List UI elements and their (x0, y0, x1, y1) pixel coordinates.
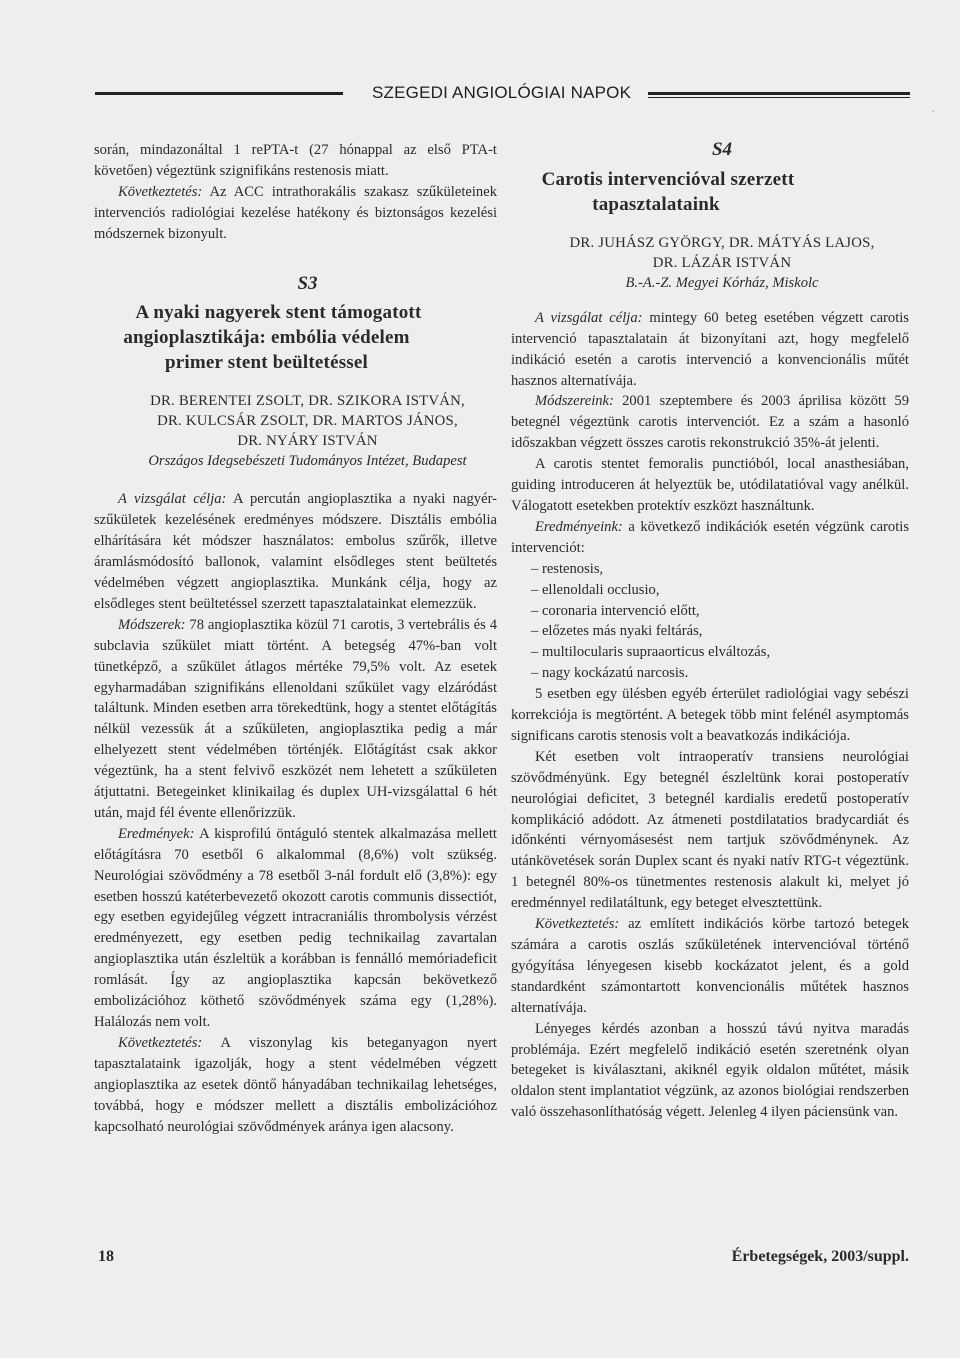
left-column (94, 140, 497, 1137)
page-number: 18 (98, 1248, 114, 1265)
running-head: SZEGEDI ANGIOLÓGIAI NAPOK (372, 83, 632, 102)
right-column (511, 140, 909, 1123)
combined-correction-paragraph: 5 esetben egy ülésben egyéb érterület radiológiai vagy sebészi korrekciója is megtörtént. A betegek több mint felénél asymptomás significans carotis stenosis volt a beavatkozás indikációja. (511, 686, 909, 744)
section-code-s4: S4 (711, 139, 733, 160)
left-conclusion-paragraph (94, 182, 497, 245)
aim-paragraph (94, 489, 497, 614)
list-item: – coronaria intervenció előtt, (511, 601, 909, 622)
lead-label: Módszereink: (535, 393, 614, 410)
lead-label: A vizsgálat célja: (118, 491, 227, 508)
header-rule-left (95, 92, 343, 95)
paragraph-text: 2001 szeptembere és 2003 áprilisa között 59 betegnél végeztünk carotis intervenciót. Ez a szám a hasonló időszakban végzett összes carotis rekonstrukció 35%-át jelenti. (511, 393, 909, 452)
indication-list (511, 559, 909, 684)
paragraph-text: a következő indikációk esetén végzünk carotis intervenciót: (511, 518, 909, 556)
paragraph-text: az említett indikációs körbe tartozó betegek számára a carotis oszlás szűkületének intervencióval történő gyógyítása lényegesen kisebb kockázatot jelent, és a gold standardként számontartott konvencionális műtétek hasznos alternatívája. (511, 916, 909, 1016)
list-item: – multilocularis supraaorticus elváltozás, (511, 642, 909, 663)
long-term-paragraph: Lényeges kérdés azonban a hosszú távú nyitva maradás problémája. Ezért megfelelő indikáció esetén szeretnénk olyan betegeket is kiválasztani, akiknél egyik oldalon műtétet, másik oldalon stent implantatiot végzünk, az azonos biológiai rendszerben való összehasonlíthatóság végett. Jelenleg 4 ilyen páciensünk van. (511, 1020, 909, 1121)
conclusion-paragraph (94, 1033, 497, 1138)
paragraph-text: 78 angioplasztika közül 71 carotis, 3 vertebrális és 4 subclavia szűkület miatt történt. A betegség 47%-ban volt tünetképző, a szűkület átlagos mértéke 79,5% volt. Az esetek egyharmadában szignifikáns ellenoldani szűkület vagy elzáródást találtunk. Minden esetben arra törekedtünk, hogy a stentet előtágítás nélkül vezessük át a szűkületen, angioplasztika pedig a már elhelyezett stent védelmében történjék. Előtágítást csak akkor végeztünk, ha a stent felvivő eszközét nem lehetett a szűkületen átjuttatni. Betegeinket klinikailag és duplex UH-vizsgálattal 6 hét után, majd fél évente ellenőrizzük. (94, 616, 497, 821)
methods-paragraph (94, 615, 497, 824)
header-rule-right (648, 92, 910, 95)
paragraph-text: A kisprofilú öntáguló stentek alkalmazása mellett előtágításra 70 esetből 6 alkalommal (8,6%) volt szükség. Neurológiai szövődmény a 78 esetből 3-nál fordult elő (3,8%): egy esetben hosszú katéterbevezető okozott carotis communis dissectiót, egy esetben egyidejűleg végzett intracraniális thrombolysis vérzést eredményezett, egy esetben pedig technikailag zavartalan angioplasztika után észleltük a korábban is fennálló memóriadeficit romlását. Így az angioplasztika kapcsán bekövetkező embolizációhoz köthető szövődmények száma egy (1,28%). Halálozás nem volt. (94, 825, 497, 1030)
lead-label: Eredményeink: (535, 518, 623, 535)
technique-paragraph: A carotis stentet femoralis punctióból, local anasthesiában, guiding introduceren át helyeztük be, utódilatatióval vagy anélkül. Válogatott esetekben protektív eszközt használtunk. (511, 456, 909, 514)
aim-paragraph (511, 308, 909, 392)
list-item: – restenosis, (511, 559, 909, 580)
authors-line-1: DR. BERENTEI ZSOLT, DR. SZIKORA ISTVÁN, (150, 393, 465, 410)
lead-label: Módszerek: (118, 616, 186, 633)
authors-line-1: DR. JUHÁSZ GYÖRGY, DR. MÁTYÁS LAJOS, (569, 234, 875, 251)
lead-label: Következtetés: (535, 916, 620, 933)
authors-line-2: DR. KULCSÁR ZSOLT, DR. MARTOS JÁNOS, (157, 413, 458, 430)
conclusion-paragraph (511, 914, 909, 1019)
left-continuation-paragraph: során, mindazonáltal 1 rePTA-t (27 hónappal az első PTA-t követően) végeztünk szignifikáns restenosis miatt. (94, 142, 497, 179)
paragraph-text: A percután angioplasztika a nyaki nagyér-szűkületek kezelésének eredményes módszere. Disztális embólia elhárítására két módszer használatos: embolus szűrők, illetve áramlásmódosító ballonok, valamint elsődleges stent beültetés védelmében végzett angioplasztika. Munkánk célja, hogy az elsődleges stent beültetéssel szerzett tapasztalatainkat elemezzük. (94, 491, 497, 612)
margin-mark: . (932, 104, 935, 115)
lead-label: A vizsgálat célja: (535, 309, 643, 326)
lead-label: Következtetés: (118, 1034, 203, 1051)
lead-label: Következtetés: (118, 183, 203, 200)
methods-paragraph (511, 391, 909, 454)
complications-paragraph: Két esetben volt intraoperatív transiens neurológiai szövődményünk. Egy betegnél észleltünk korai postoperatív neurológiai deficitet, 3 betegnél kardialis eredetű postoperatív komplikáció adódott. Az átmeneti postdilatatios bradycardiát és időnkénti vérnyomásesést nem tartjuk szövődménynek. Az utánkövetések során Duplex scant és nyaki natív RTG-t végeztünk. 1 betegnél 80%-os tünetmentes restenosis alakult ki, melyet jó eredménnyel redilatáltunk, egy beteget elvesztettünk. (511, 748, 909, 912)
paragraph-text: A viszonylag kis beteganyagon nyert tapasztalataink igazolják, hogy a stent védelmében végzett angioplasztika az esetek döntő hányadában technikailag lehetséges, továbbá, hogy e módszer mellett a disztális embolizációhoz kapcsolható neurológiai szövődmények aránya igen alacsony. (94, 1034, 497, 1135)
section-title-s4: Carotis intervencióval szerzett tapasztalataink (541, 168, 795, 215)
list-item: – nagy kockázatú narcosis. (511, 663, 909, 684)
journal-title: Érbetegségek, 2003/suppl. (731, 1248, 909, 1265)
paragraph-text: Az ACC intrathorakális szakasz szűkületeinek intervenciós radiológiai kezelése hatékony és biztonságos kezelési módszernek bizonyult. (94, 183, 497, 242)
list-item: – ellenoldali occlusio, (511, 580, 909, 601)
section-title-s3: A nyaki nagyerek stent támogatott angioplasztikája: embólia védelem primer stent beültetéssel (123, 302, 422, 374)
results-paragraph (94, 824, 497, 1033)
authors-line-3: DR. NYÁRY ISTVÁN (237, 433, 378, 450)
results-paragraph (511, 517, 909, 559)
affiliation-s4: B.-A.-Z. Megyei Kórház, Miskolc (625, 274, 819, 291)
lead-label: Eredmények: (118, 825, 195, 842)
paragraph-text: mintegy 60 beteg esetében végzett carotis intervenció tapasztalatain át bizonyítani azt, hogy megfelelő indikáció esetén a carotis intervenció a konvencionális műtét hasznos alternatívája. (511, 309, 909, 389)
affiliation-s3: Országos Idegsebészeti Tudományos Intézet, Budapest (148, 453, 467, 470)
header-rule-right-thin (648, 97, 910, 98)
list-item: – előzetes más nyaki feltárás, (511, 621, 909, 642)
section-code-s3: S3 (297, 272, 318, 294)
authors-line-2: DR. LÁZÁR ISTVÁN (652, 254, 792, 271)
